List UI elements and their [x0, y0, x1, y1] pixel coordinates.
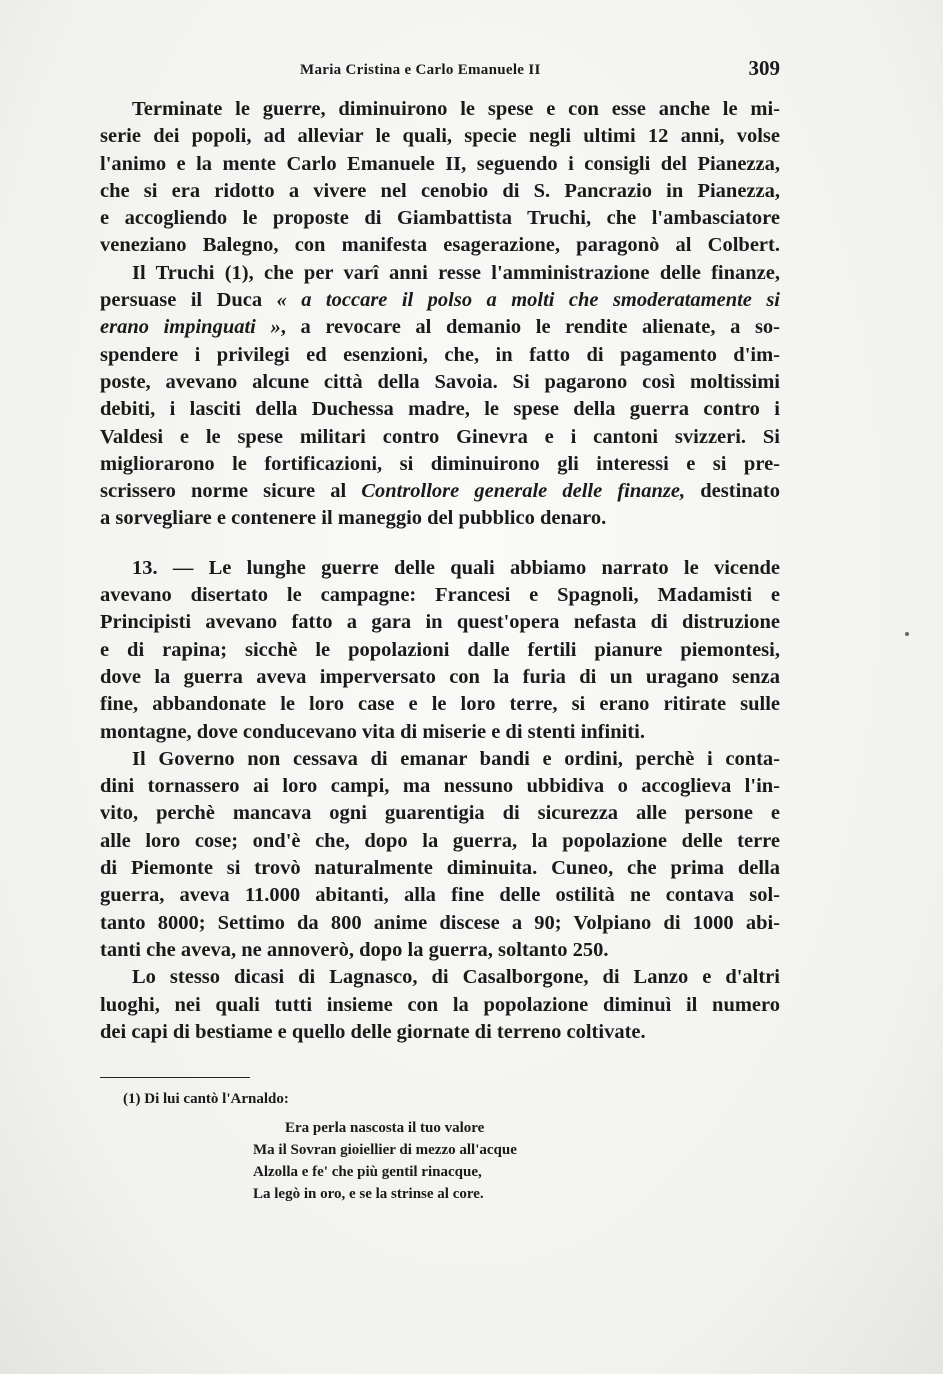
text-line: veneziano Balegno, con manifesta esagerazione, paragonò al Colbert.	[100, 234, 780, 257]
text-line: debiti, i lasciti della Duchessa madre, le spese della guerra contro i	[100, 398, 780, 421]
text-line: di Piemonte si trovò naturalmente diminuita. Cuneo, che prima della	[100, 857, 780, 880]
page-header	[100, 50, 780, 86]
text-line: tanti che aveva, ne annoverò, dopo la guerra, soltanto 250.	[100, 938, 609, 961]
text-line: avevano disertato le campagne: Francesi e Spagnoli, Madamisti e	[100, 584, 780, 607]
text-line: dini tornassero ai loro campi, ma nessuno ubbidiva o accoglieva l'in-	[100, 775, 780, 798]
text-line	[100, 287, 780, 314]
ink-speck	[905, 632, 909, 636]
footnote-lead: (1) Di lui cantò l'Arnaldo:	[123, 1091, 289, 1107]
text-line: e di rapina; sicchè le popolazioni dalle fertili pianure piemontesi,	[100, 638, 780, 661]
text-line: spendere i privilegi ed esenzioni, che, in fatto di pagamento d'im-	[100, 343, 780, 366]
text-line: vito, perchè mancava ogni guarentigia di sicurezza alle persone e	[100, 802, 780, 825]
text-line	[100, 314, 780, 341]
text-run: scrissero norme sicure al	[100, 480, 362, 503]
section-heading-line	[100, 555, 780, 582]
text-line: dove la guerra aveva imperversato con la furia di un uragano senza	[100, 665, 780, 688]
text-line: poste, avevano alcune città della Savoia. Si pagarono così moltissimi	[100, 370, 780, 393]
footnote-divider	[100, 1077, 250, 1078]
text-run: — Le lunghe guerre delle quali abbiamo narrato le vicende	[157, 556, 780, 579]
verse-line: Era perla nascosta il tuo valore	[285, 1120, 485, 1136]
text-line	[100, 478, 780, 505]
text-line: Principisti avevano fatto a gara in quest'opera nefasta di distruzione	[100, 611, 780, 634]
footnote-verse	[253, 1117, 517, 1205]
verse-line: La legò in oro, e se la strinse al core.	[253, 1186, 484, 1202]
text-line: fine, abbandonate le loro case e le loro terre, si erano ritirate sulle	[100, 693, 780, 716]
text-run: destinato	[685, 480, 780, 503]
text-line: Valdesi e le spese militari contro Ginevra e i cantoni svizzeri. Si	[100, 425, 780, 448]
text-line: dei capi di bestiame e quello delle giornate di terreno coltivate.	[100, 1020, 646, 1043]
text-line: tanto 8000; Settimo da 800 anime discese a 90; Volpiano di 1000 abi-	[100, 911, 780, 934]
text-line: Il Governo non cessava di emanar bandi e ordini, perchè i conta-	[132, 747, 780, 770]
quote-italic: erano impinguati »	[100, 316, 281, 339]
running-title: Maria Cristina e Carlo Emanuele II	[300, 62, 541, 78]
text-line: a sorvegliare e contenere il maneggio del pubblico denaro.	[100, 507, 607, 530]
text-line: alle loro cose; ond'è che, dopo la guerra, la popolazione delle terre	[100, 829, 780, 852]
text-line: montagne, dove conducevano vita di miserie e di stenti infiniti.	[100, 720, 645, 743]
main-text	[100, 96, 780, 1046]
text-line: che si era ridotto a vivere nel cenobio di S. Pancrazio in Pianezza,	[100, 179, 780, 202]
text-line: guerra, aveva 11.000 abitanti, alla fine delle ostilità ne contava sol-	[100, 884, 780, 907]
quote-italic: « a toccare il polso a molti che smoderatamente si	[276, 289, 781, 312]
text-run: persuase il Duca	[100, 289, 277, 312]
text-line: l'animo e la mente Carlo Emanuele II, seguendo i consigli del Pianezza,	[100, 152, 780, 175]
text-line: Terminate le guerre, diminuirono le spese e con esse anche le mi-	[132, 98, 780, 120]
verse-line: Ma il Sovran gioiellier di mezzo all'acque	[253, 1142, 517, 1158]
text-line: Lo stesso dicasi di Lagnasco, di Casalborgone, di Lanzo e d'altri	[132, 966, 780, 989]
italic-term: Controllore generale delle finanze,	[361, 480, 686, 503]
section-gap	[100, 533, 780, 555]
page-number: 309	[748, 56, 780, 80]
section-number: 13.	[132, 556, 158, 579]
text-line: e accogliendo le proposte di Giambattista Truchi, che l'ambasciatore	[100, 207, 780, 230]
verse-line: Alzolla e fe' che più gentil rinacque,	[253, 1164, 482, 1180]
text-line: migliorarono le fortificazioni, si diminuirono gli interessi e si pre-	[100, 452, 780, 475]
text-line: Il Truchi (1), che per varî anni resse l'amministrazione delle finanze,	[132, 261, 780, 284]
text-line: luoghi, nei quali tutti insieme con la popolazione diminuì il numero	[100, 993, 780, 1016]
text-run: , a revocare al demanio le rendite alienate, a so-	[280, 316, 780, 339]
text-line: serie dei popoli, ad alleviar le quali, specie negli ultimi 12 anni, volse	[100, 125, 780, 148]
